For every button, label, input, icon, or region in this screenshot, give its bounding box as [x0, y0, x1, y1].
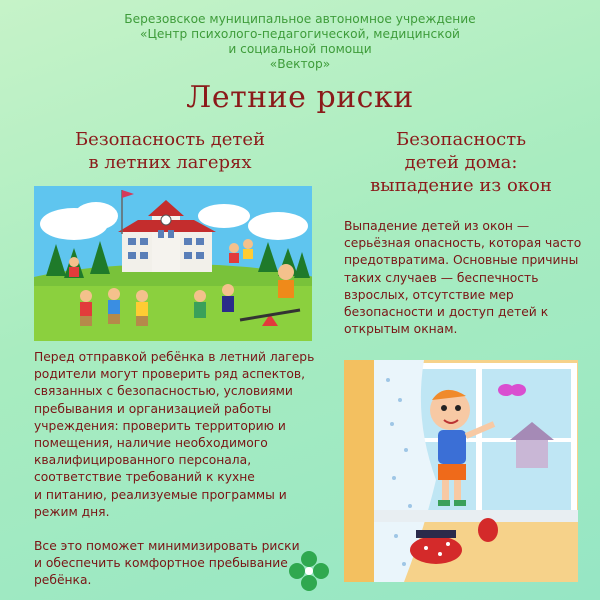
text-line: пребывания и организацией работы	[34, 401, 272, 416]
camp-illustration	[34, 186, 312, 341]
text-line: соответствие требований к кухне	[34, 470, 255, 485]
text-line: Перед отправкой ребёнка в летний лагерь	[34, 350, 315, 364]
left-heading-line: в летних лагерях	[88, 152, 252, 173]
paragraph-gap	[34, 521, 314, 538]
text-line: серьёзная опасность, которая часто	[344, 236, 582, 251]
org-line-1: Березовское муниципальное автономное учреждение	[124, 12, 476, 26]
text-line: безопасности и доступ детей к	[344, 305, 549, 320]
text-line: Выпадение детей из окон —	[344, 219, 530, 233]
organization-header	[0, 12, 600, 72]
text-line: родители могут проверить ряд аспектов,	[34, 367, 306, 382]
org-line-2: «Центр психолого-педагогической, медицинской	[140, 27, 460, 41]
left-heading-line: Безопасность детей	[74, 129, 266, 150]
text-line: и питанию, реализуемые программы и	[34, 487, 287, 502]
right-heading-line: Безопасность	[395, 129, 527, 150]
text-line: предотвратима. Основные причины	[344, 253, 579, 268]
text-line: Все это поможет минимизировать риски	[34, 539, 300, 554]
text-line: ребёнка.	[34, 573, 92, 588]
text-line: режим дня.	[34, 504, 110, 519]
text-line: учреждения: проверить территорию и	[34, 418, 286, 433]
org-line-4: «Вектор»	[269, 57, 331, 71]
camp-safety-text	[34, 349, 314, 590]
text-line: таких случаев — беспечность	[344, 270, 539, 285]
org-line-3: и социальной помощи	[228, 42, 372, 56]
window-safety-text	[344, 218, 581, 338]
right-heading-line: выпадение из окон	[370, 175, 552, 196]
right-heading	[330, 128, 592, 197]
right-heading-line: детей дома:	[404, 152, 518, 173]
text-line: квалифицированного персонала,	[34, 453, 252, 468]
clover-icon	[288, 550, 330, 592]
text-line: связанных с безопасностью, условиями	[34, 384, 293, 399]
window-child-illustration	[344, 360, 578, 582]
text-line: открытым окнам.	[344, 322, 458, 337]
text-line: взрослых, отсутствие мер	[344, 287, 514, 302]
text-line: помещения, наличие необходимого	[34, 436, 268, 451]
page-title: Летние риски	[186, 80, 414, 115]
text-line: и обеспечить комфортное пребывание	[34, 556, 288, 571]
left-heading	[30, 128, 310, 174]
